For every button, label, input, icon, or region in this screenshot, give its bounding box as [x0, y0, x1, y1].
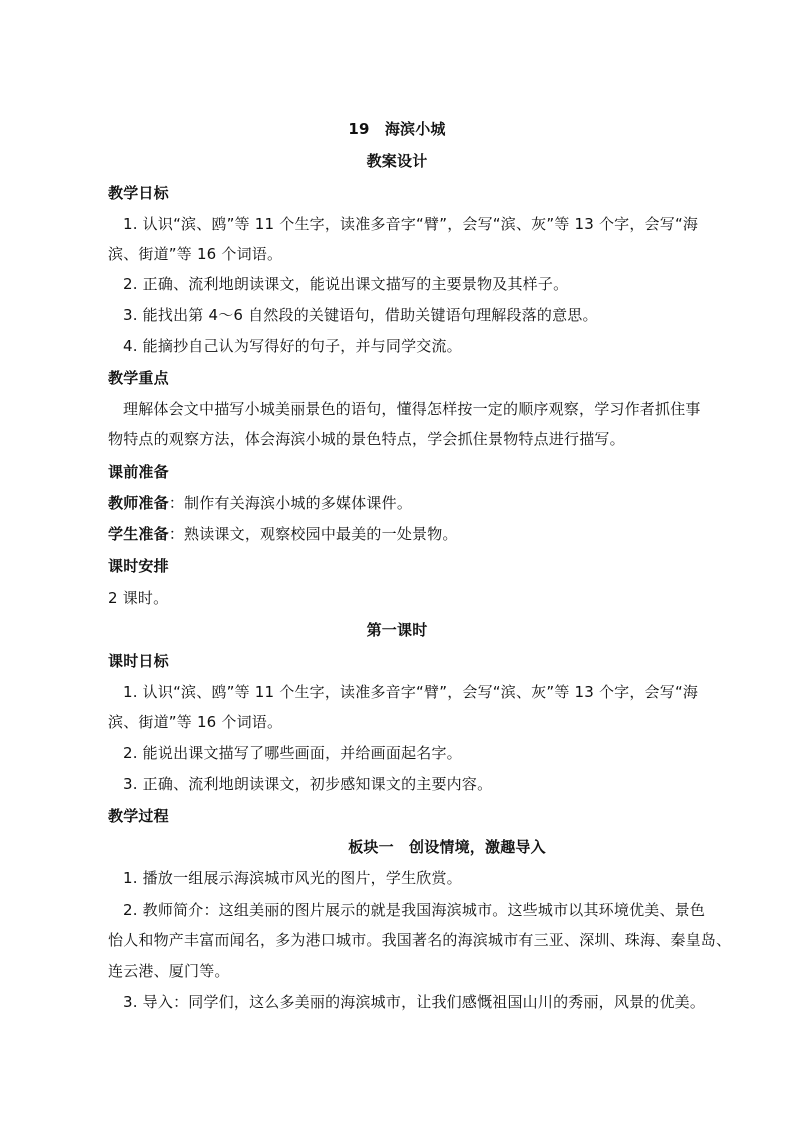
goal-line: 2. 正确、流利地朗读课文，能说出课文描写的主要景物及其样子。	[123, 275, 569, 293]
student-prep-text: ：熟读课文，观察校园中最美的一处景物。	[168, 525, 458, 543]
lesson1-title: 第一课时	[366, 621, 428, 639]
schedule-text: 2 课时。	[108, 589, 169, 607]
block1-title: 板块一 创设情境，激趣导入	[348, 838, 546, 856]
block1-line: 2. 教师简介：这组美丽的图片展示的就是我国海滨城市。这些城市以其环境优美、景色	[123, 901, 706, 919]
student-prep	[108, 523, 458, 545]
goal-line: 3. 能找出第 4～6 自然段的关键语句，借助关键语句理解段落的意思。	[123, 306, 598, 324]
goals-heading: 教学日标	[108, 184, 169, 202]
teacher-prep-label: 教师准备	[108, 494, 169, 512]
process-heading: 教学过程	[108, 807, 169, 825]
focus-heading: 教学重点	[108, 369, 169, 387]
section-subtitle: 教案设计	[366, 152, 428, 170]
focus-line: 物特点的观察方法，体会海滨小城的景色特点，学会抓住景物特点进行描写。	[108, 430, 625, 448]
goal-line: 4. 能摘抄自己认为写得好的句子，并与同学交流。	[123, 337, 462, 355]
lesson-goal-line: 3. 正确、流利地朗读课文，初步感知课文的主要内容。	[123, 775, 493, 793]
prep-heading: 课前准备	[108, 463, 169, 481]
lesson-title: 19 海滨小城	[348, 120, 446, 138]
block1-line: 3. 导入：同学们，这么多美丽的海滨城市，让我们感慨祖国山川的秀丽，风景的优美。	[123, 993, 706, 1011]
teacher-prep-text: ：制作有关海滨小城的多媒体课件。	[168, 494, 413, 512]
block1-line: 怡人和物产丰富而闻名，多为港口城市。我国著名的海滨城市有三亚、深圳、珠海、秦皇岛、	[108, 931, 732, 949]
block1-line: 连云港、厦门等。	[108, 962, 230, 980]
lesson-goal-line: 1. 认识“滨、鸥”等 11 个生字，读准多音字“臂”，会写“滨、灰”等 13 个字，会写“海	[123, 683, 699, 701]
goal-line: 滨、街道”等 16 个词语。	[108, 245, 283, 263]
lesson-goal-line: 2. 能说出课文描写了哪些画面，并给画面起名字。	[123, 744, 462, 762]
schedule-heading: 课时安排	[108, 557, 169, 575]
teacher-prep	[108, 492, 412, 514]
lesson-goals-heading: 课时日标	[108, 652, 169, 670]
student-prep-label: 学生准备	[108, 525, 169, 543]
focus-line: 理解体会文中描写小城美丽景色的语句，懂得怎样按一定的顺序观察，学习作者抓住事	[123, 400, 701, 418]
block1-line: 1. 播放一组展示海滨城市风光的图片，学生欣赏。	[123, 869, 462, 887]
lesson-goal-line: 滨、街道”等 16 个词语。	[108, 713, 283, 731]
goal-line: 1. 认识“滨、鸥”等 11 个生字，读准多音字“臂”，会写“滨、灰”等 13 个字，会写“海	[123, 215, 699, 233]
